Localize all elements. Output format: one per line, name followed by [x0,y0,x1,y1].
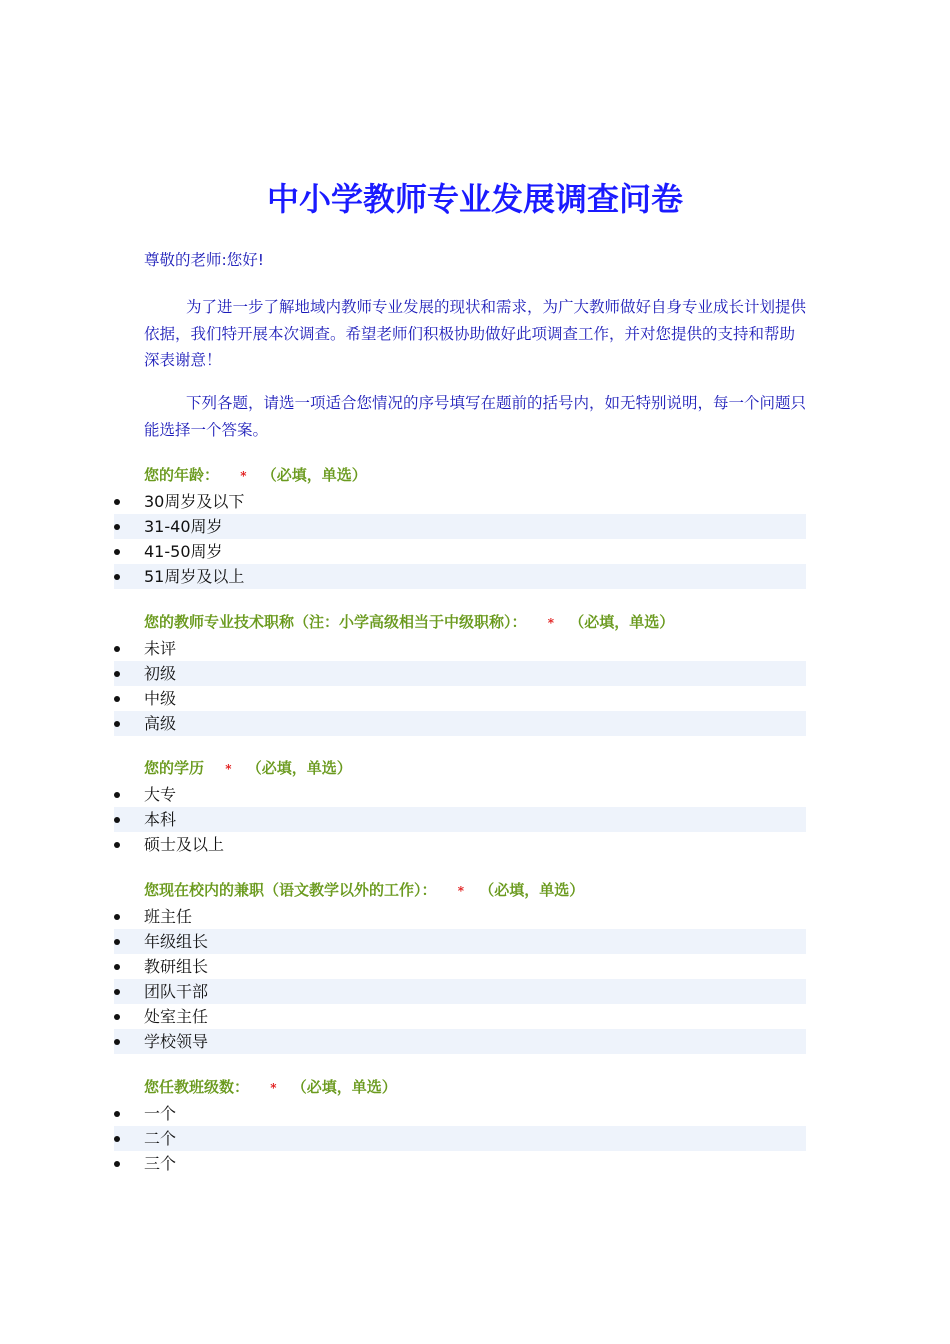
question-text: 您的教师专业技术职称（注：小学高级相当于中级职称）： [144,613,527,631]
bullet-icon [114,1014,120,1020]
option-label: 51周岁及以上 [144,567,245,586]
required-asterisk: * [240,469,247,483]
bullet-icon [114,989,120,995]
option-item[interactable] [114,832,806,857]
required-asterisk: * [457,884,465,898]
bullet-icon [114,1136,120,1142]
options-list [0,782,950,857]
option-label: 年级组长 [144,932,209,951]
bullet-icon [114,1161,120,1167]
question-note: （必填，单选） [261,466,367,484]
option-label: 30周岁及以下 [144,492,245,511]
option-label: 高级 [144,714,177,733]
options-list [0,636,950,736]
option-label: 处室主任 [144,1007,209,1026]
bullet-icon [114,939,120,945]
option-label: 硕士及以上 [144,835,225,854]
option-item[interactable] [114,539,806,564]
option-item[interactable] [114,1151,806,1176]
option-item[interactable] [114,1126,806,1151]
option-label: 大专 [144,785,177,804]
bullet-icon [114,721,120,727]
bullet-icon [114,792,120,798]
option-item[interactable] [114,686,806,711]
instructions-paragraph: 下列各题，请选一项适合您情况的序号填写在题前的括号内，如无特别说明，每一个问题只能选择一个答案。 [144,394,807,439]
options-list [0,904,950,1054]
question-note: （必填，单选） [291,1078,397,1096]
bullet-icon [114,817,120,823]
required-asterisk: * [547,616,555,630]
option-label: 学校领导 [144,1032,209,1051]
option-item[interactable] [114,807,806,832]
bullet-icon [114,964,120,970]
question-note: （必填，单选） [246,759,352,777]
option-item[interactable] [114,782,806,807]
bullet-icon [114,696,120,702]
option-label: 本科 [144,810,177,829]
option-label: 教研组长 [144,957,209,976]
option-item[interactable] [114,954,806,979]
bullet-icon [114,914,120,920]
option-label: 31-40周岁 [144,517,223,536]
option-label: 二个 [144,1129,177,1148]
bullet-icon [114,549,120,555]
bullet-icon [114,646,120,652]
option-item[interactable] [114,904,806,929]
intro-paragraph: 为了进一步了解地域内教师专业发展的现状和需求，为广大教师做好自身专业成长计划提供依据，我们特开展本次调查。希望老师们积极协助做好此项调查工作，并对您提供的支持和帮助深表谢意！ [144,298,807,369]
option-item[interactable] [114,564,806,589]
option-label: 一个 [144,1104,177,1123]
question-label [144,877,584,903]
option-item[interactable] [114,1004,806,1029]
question-label [144,462,367,488]
bullet-icon [114,499,120,505]
option-item[interactable] [114,1101,806,1126]
option-item[interactable] [114,661,806,686]
question-text: 您任教班级数： [144,1078,250,1096]
option-label: 班主任 [144,907,193,926]
question-label [144,755,352,781]
question-label [144,609,674,635]
option-item[interactable] [114,711,806,736]
survey-title: 中小学教师专业发展调查问卷 [266,180,683,218]
option-item[interactable] [114,929,806,954]
options-list [0,1101,950,1176]
option-item[interactable] [114,514,806,539]
option-label: 中级 [144,689,177,708]
question-text: 您现在校内的兼职（语文教学以外的工作）： [144,881,437,899]
question-text: 您的学历 [144,759,205,777]
option-item[interactable] [114,636,806,661]
bullet-icon [114,1111,120,1117]
required-asterisk: * [270,1081,277,1095]
option-item[interactable] [114,979,806,1004]
bullet-icon [114,574,120,580]
option-label: 团队干部 [144,982,209,1001]
bullet-icon [114,671,120,677]
question-label [144,1074,397,1100]
option-label: 初级 [144,664,177,683]
bullet-icon [114,842,120,848]
bullet-icon [114,1039,120,1045]
question-note: （必填，单选） [479,881,585,899]
option-item[interactable] [114,489,806,514]
question-note: （必填，单选） [569,613,675,631]
greeting-text: 尊敬的老师:您好! [144,251,264,269]
options-list [0,489,950,589]
question-text: 您的年龄： [144,466,220,484]
option-label: 41-50周岁 [144,542,223,561]
option-label: 三个 [144,1154,177,1173]
option-label: 未评 [144,639,177,658]
required-asterisk: * [225,762,232,776]
bullet-icon [114,524,120,530]
option-item[interactable] [114,1029,806,1054]
